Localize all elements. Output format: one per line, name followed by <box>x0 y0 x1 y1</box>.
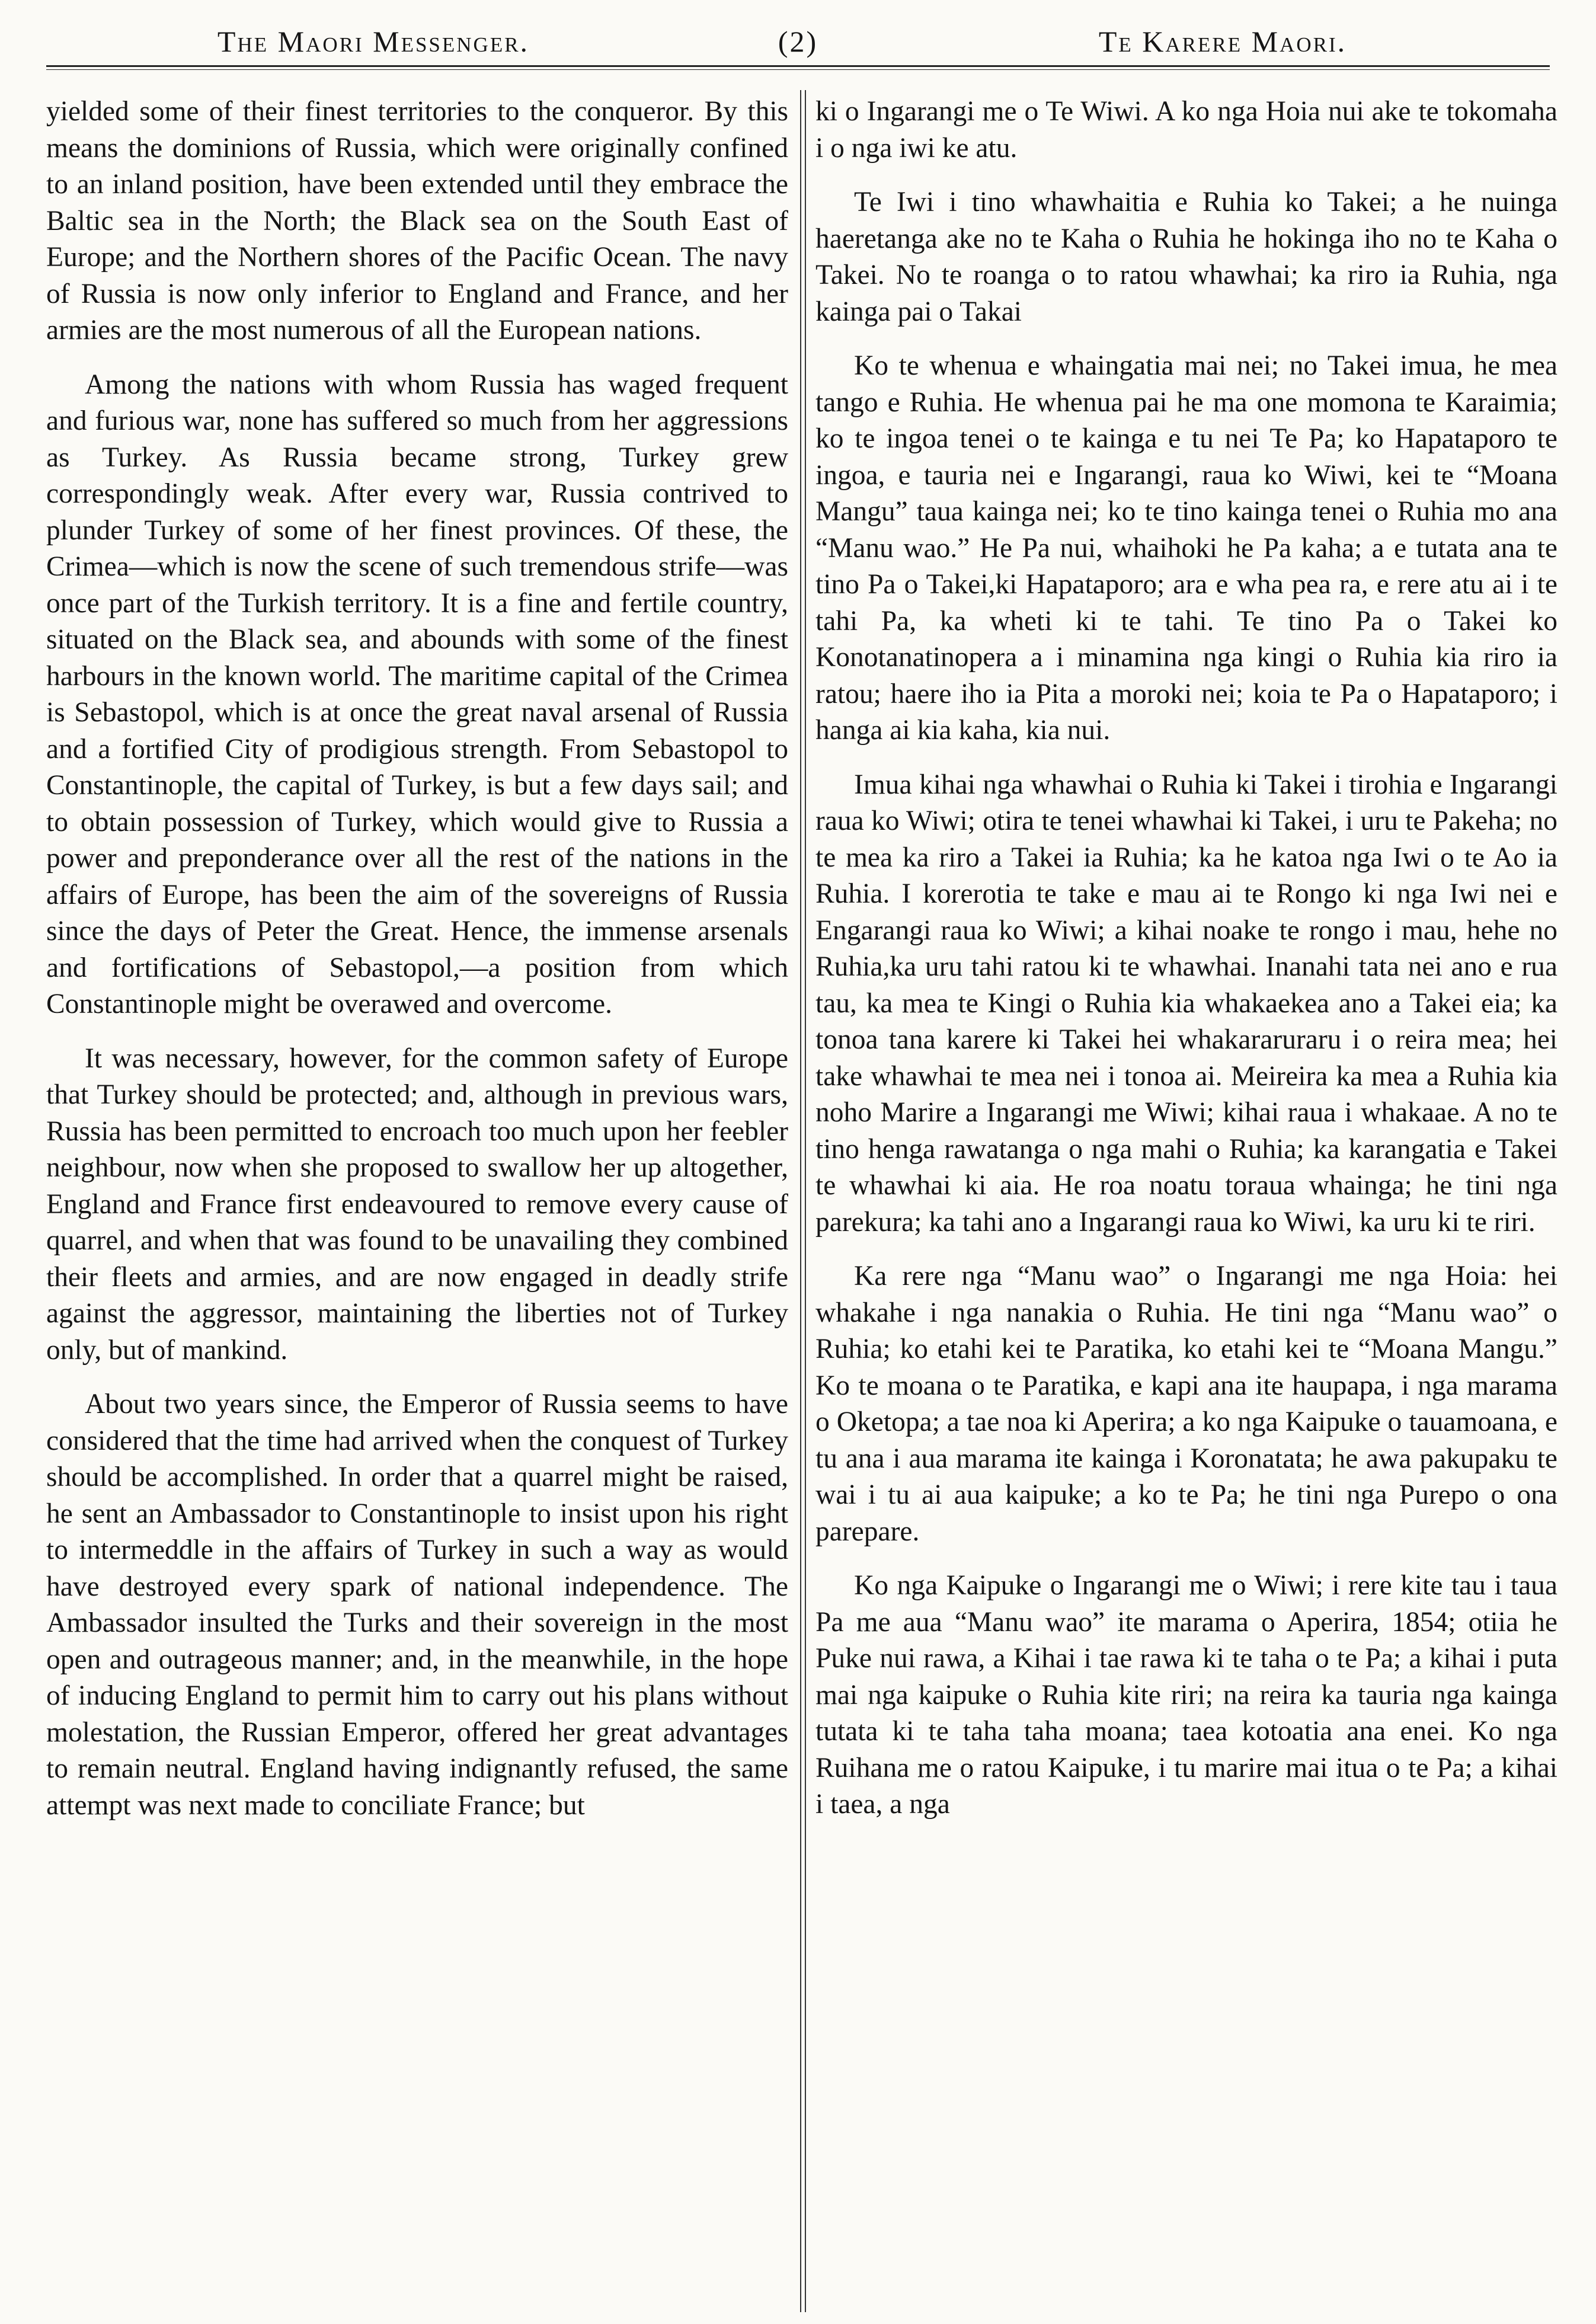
paragraph: Among the nations with whom Russia has waged frequent and furious war, none has suffered so much from her aggressions as Turkey. As Russia became strong, Turkey grew correspondingly weak. After every war, Russia contrived to plunder Turkey of some of her finest provinces. Of these, the Crimea—which is now the scene of such tremendous strife—was once part of the Turkish territory. It is a fine and fertile country, situated on the Black sea, and abounds with some of the finest harbours in the known world. The maritime capital of the Crimea is Sebastopol, which is at once the great naval arsenal of Russia and a fortified City of prodigious strength. From Sebastopol to Constantinople, the capital of Turkey, is but a few days sail; and to obtain possession of Turkey, which would give to Russia a power and preponderance over all the rest of the nations in the affairs of Europe, has been the aim of the sovereigns of Russia since the days of Peter the Great. Hence, the immense arsenals and fortifications of Sebastopol,—a position from which Constantinople might be overawed and overcome. <box>46 369 788 1019</box>
paragraph: It was necessary, however, for the common safety of Europe that Turkey should be protected; and, although in previous wars, Russia has been permitted to encroach too much upon her feebler neighbour, now when she proposed to swallow her up altogether, England and France first endeavoured to remove every cause of quarrel, and when that was found to be unavailing they combined their fleets and armies, and are now engaged in deadly strife against the aggressor, maintaining the liberties not of Turkey only, but of mankind. <box>46 1043 788 1366</box>
paragraph: Ko nga Kaipuke o Ingarangi me o Wiwi; i rere kite tau i taua Pa me aua “Manu wao” ite marama o Aperira, 1854; otiia he Puke nui rawa, a Kihai i tae rawa ki te taha o te Pa; a kihai i puta mai nga kaipuke o Ruhia kite riri; na reira ka tauria nga kainga tutata ki te taha taha moana; taea kotoatia ana enei. Ko nga Ruihana me o ratou Kaipuke, i tu marire mai itua o te Pa; a kihai i taea, a nga <box>815 1570 1557 1820</box>
maori-column <box>815 94 1557 2313</box>
header-maori-title: Te Karere Maori. <box>1098 25 1347 58</box>
paragraph: Ka rere nga “Manu wao” o Ingarangi me nga Hoia: hei whakahe i nga nanakia o Ruhia. He tini nga “Manu wao” o Ruhia; ko etahi kei te Paratika, ko etahi kei te “Moana Mangu.” Ko te moana o te Paratika, e kapi ana ite haupapa, i nga marama o Oketopa; a tae noa ki Aperira; a ko nga Kaipuke o tauamoana, e tu ana i aua marama ite kainga i Koronatata; he awa pakupaku te wai i tu ai aua kaipuke; a ko te Pa; he tini nga Purepo o ona parepare. <box>815 1261 1557 1547</box>
paragraph: About two years since, the Emperor of Russia seems to have considered that the time had arrived when the conquest of Turkey should be accomplished. In order that a quarrel might be raised, he sent an Ambassador to Constantinople to insist upon his right to intermeddle in the affairs of Turkey in such a way as would have destroyed every spark of national independence. The Ambassador insulted the Turks and their sovereign in the most open and outrageous manner; and, in the meanwhile, in the hope of inducing England to permit him to carry out his plans without molestation, the Russian Emperor, offered her great advantages to remain neutral. England having indignantly refused, the same attempt was next made to conciliate France; but <box>46 1389 788 1821</box>
header-english-title: The Maori Messenger. <box>217 25 530 58</box>
paragraph: ki o Ingarangi me o Te Wiwi. A ko nga Hoia nui ake te tokomaha i o nga iwi ke atu. <box>815 96 1557 164</box>
english-column <box>46 94 788 2313</box>
paragraph: Te Iwi i tino whawhaitia e Ruhia ko Takei; a he nuinga haeretanga ake no te Kaha o Ruhia he hokinga iho no te Kaha o Takei. No te roanga o to ratou whawhai; ka riro ia Ruhia, nga kainga pai o Takai <box>815 187 1557 327</box>
page-number: (2) <box>778 25 818 58</box>
paragraph: yielded some of their finest territories to the conqueror. By this means the dominions of Russia, which were originally confined to an inland position, have been extended until they embrace the Baltic sea in the North; the Black sea on the South East of Europe; and the Northern shores of the Pacific Ocean. The navy of Russia is now only inferior to England and France, and her armies are the most numerous of all the European nations. <box>46 96 788 346</box>
column-divider <box>800 90 806 2312</box>
header-rule <box>46 65 1550 70</box>
page-header <box>47 18 1549 65</box>
paragraph: Imua kihai nga whawhai o Ruhia ki Takei i tirohia e Ingarangi raua ko Wiwi; otira te tenei whawhai ki Takei, i uru te Pakeha; no te mea ka riro a Takei ia Ruhia; ka he katoa nga Iwi o te Ao ia Ruhia. I korerotia te take e mau ai te Rongo ki nga Iwi nei e Engarangi raua ko Wiwi; a kihai noake te rongo i mau, hehe no Ruhia,ka uru tahi ratou ki te whawhai. Inanahi tata nei ano e rua tau, ka mea te Kingi o Ruhia kia whakaekea ano a Takei eia; ka tonoa tana karere ki Takei hei whakararuraru i o reira mea; hei take whawhai te mea nei i tonoa ai. Meireira ka mea a Ruhia kia noho Marire a Ingarangi me Wiwi; kihai raua i whakaae. A no te tino henga rawatanga o nga mahi o Ruhia; ka karangatia e Takei te whawhai ki aia. He roa noatu toraua whainga; he tini nga parekura; ka tahi ano a Ingarangi raua ko Wiwi, ka uru ki te riri. <box>815 769 1557 1238</box>
paragraph: Ko te whenua e whaingatia mai nei; no Takei imua, he mea tango e Ruhia. He whenua pai he ma one momona te Karaimia; ko te ingoa tenei o te kainga e tu nei Te Pa; ko Hapataporo te ingoa, e tauria nei e Ingarangi, raua ko Wiwi, kei te “Moana Mangu” taua kainga nei; ko te tino kainga tenei o Ruhia mo ana “Manu wao.” He Pa nui, whaihoki he Pa kaha; a e tutata ana te tino Pa o Takei,ki Hapataporo; ara e wha pea ra, e rere atu ai i te tahi Pa, ka wheti ki te tahi. Te tino Pa o Takei ko Konotanatinopera a i minamina nga kingi o Ruhia kia riro ia ratou; haere iho ia Pita a moroki nei; koia te Pa o Hapataporo; i hanga ai kia kaha, kia nui. <box>815 350 1557 746</box>
